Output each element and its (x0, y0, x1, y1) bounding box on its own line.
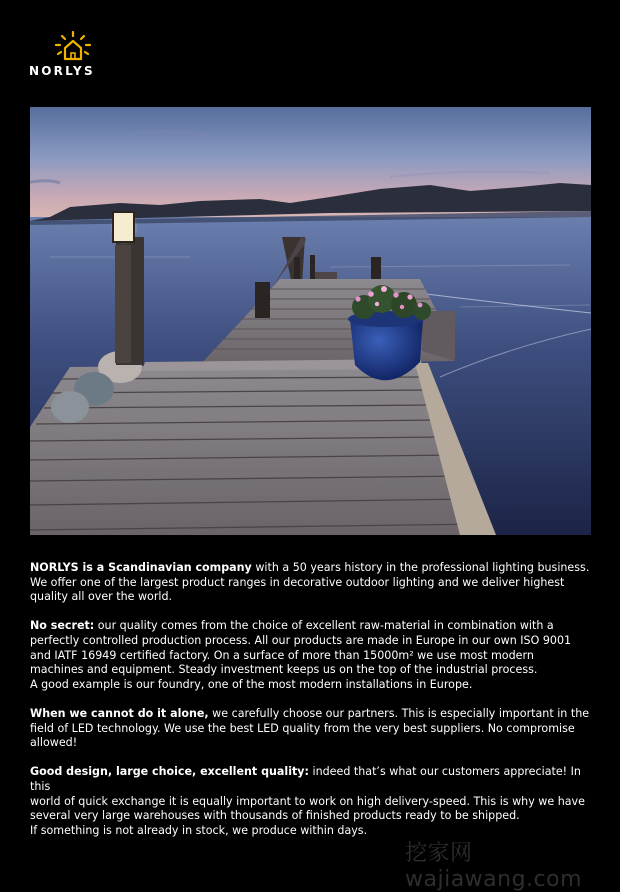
jetty-photo (30, 107, 591, 535)
paragraph-line: world of quick exchange it is equally important to work on high delivery-speed. This is why we have (30, 794, 585, 808)
paragraph-lead: No secret: (30, 619, 95, 633)
paragraph-line: We offer one of the largest product ranges in decorative outdoor lighting and we deliver highest (30, 575, 565, 589)
paragraph-lead: Good design, large choice, excellent quality: (30, 765, 309, 779)
paragraph-lead: NORLYS is a Scandinavian company (30, 561, 252, 574)
paragraph-line: perfectly controlled production process. All our products are made in Europe in our own ISO 9001 (30, 633, 572, 647)
paragraph-line: field of LED technology. We use the best LED quality from the very best suppliers. No compromise (30, 721, 575, 735)
paragraph-line: several very large warehouses with thousands of finished products ready to be shipped. (30, 809, 520, 823)
paragraph-lead: When we cannot do it alone, (30, 706, 209, 720)
company-description (30, 561, 590, 853)
paragraph-line: machines and equipment. Steady investment keeps us on the top of the industrial process. (30, 663, 538, 677)
paragraph-line: our quality comes from the choice of excellent raw-material in combination with a (97, 619, 554, 633)
sun-house-icon (50, 30, 96, 64)
watermark: 挖家网 wajiawang.com (405, 841, 583, 892)
paragraph-quality (30, 765, 590, 838)
paragraph-line: and IATF 16949 certified factory. On a surface of more than 15000m² we use most modern (30, 648, 534, 662)
paragraph-line: allowed! (30, 736, 78, 750)
norlys-logo (29, 30, 117, 80)
logo-wordmark: NORLYS (29, 64, 95, 78)
paragraph-no-secret (30, 619, 590, 692)
paragraph-intro (30, 561, 590, 605)
paragraph-line: we carefully choose our partners. This is especially important in the (212, 706, 590, 720)
paragraph-line: indeed that’s what our customers appreciate! In this (30, 765, 581, 793)
paragraph-line: with a 50 years history in the professional lighting business. (255, 561, 590, 574)
paragraph-line: A good example is our foundry, one of the most modern installations in Europe. (30, 677, 473, 691)
paragraph-partners (30, 707, 590, 751)
paragraph-line: If something is not already in stock, we produce within days. (30, 823, 368, 837)
paragraph-line: quality all over the world. (30, 590, 173, 604)
